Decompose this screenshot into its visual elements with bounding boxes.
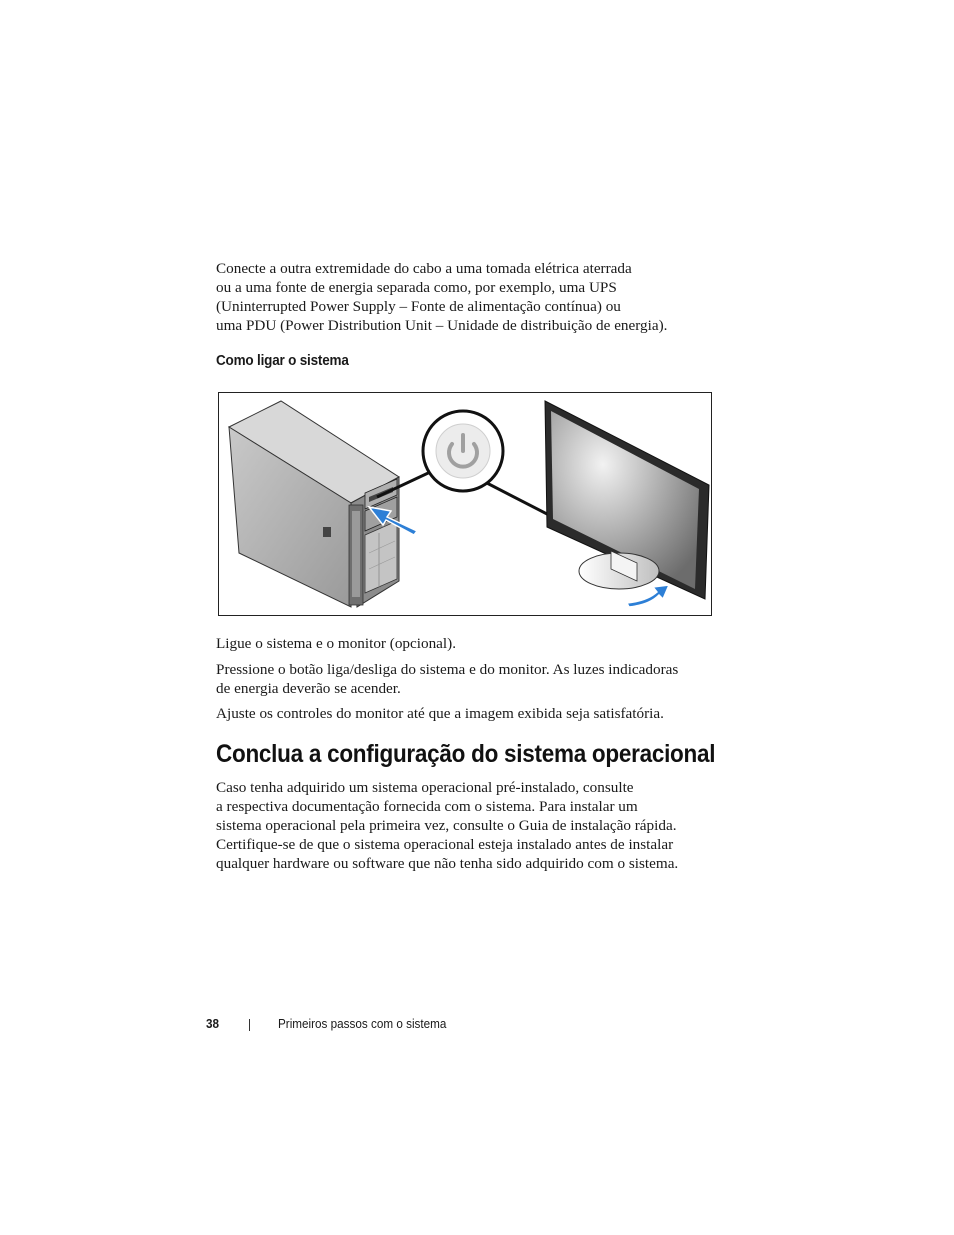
- intro-line: ou a uma fonte de energia separada como, por exemplo, uma UPS: [216, 279, 617, 296]
- section-paragraph: [216, 778, 678, 873]
- power-button-icon: [423, 411, 503, 491]
- section-line: qualquer hardware ou software que não tenha sido adquirido com o sistema.: [216, 855, 679, 872]
- step-2-line: de energia deverão se acender.: [216, 680, 401, 697]
- section-line: Certifique-se de que o sistema operacional esteja instalado antes de instalar: [216, 836, 674, 853]
- illustration-figure: [218, 392, 712, 616]
- footer-divider: [249, 1019, 250, 1031]
- footer-section-title: Primeiros passos com o sistema: [278, 1016, 447, 1031]
- section-heading: Conclua a configuração do sistema operacional: [216, 740, 716, 768]
- step-1-text: Ligue o sistema e o monitor (opcional).: [216, 635, 456, 652]
- intro-line: Conecte a outra extremidade do cabo a uma tomada elétrica aterrada: [216, 260, 632, 277]
- intro-line: uma PDU (Power Distribution Unit – Unidade de distribuição de energia).: [216, 317, 668, 334]
- intro-line: (Uninterrupted Power Supply – Fonte de alimentação contínua) ou: [216, 298, 621, 315]
- step-2-text: [216, 660, 678, 698]
- subheading: Como ligar o sistema: [216, 353, 349, 369]
- step-2-line: Pressione o botão liga/desliga do sistema e do monitor. As luzes indicadoras: [216, 661, 679, 678]
- intro-paragraph: [216, 259, 667, 335]
- section-line: a respectiva documentação fornecida com o sistema. Para instalar um: [216, 798, 638, 815]
- section-line: Caso tenha adquirido um sistema operacional pré-instalado, consulte: [216, 779, 634, 796]
- section-line: sistema operacional pela primeira vez, consulte o Guia de instalação rápida.: [216, 817, 677, 834]
- monitor-icon: [545, 401, 709, 599]
- server-tower-icon: [229, 401, 399, 607]
- step-3-text: Ajuste os controles do monitor até que a imagem exibida seja satisfatória.: [216, 705, 664, 722]
- page-number: 38: [206, 1016, 220, 1031]
